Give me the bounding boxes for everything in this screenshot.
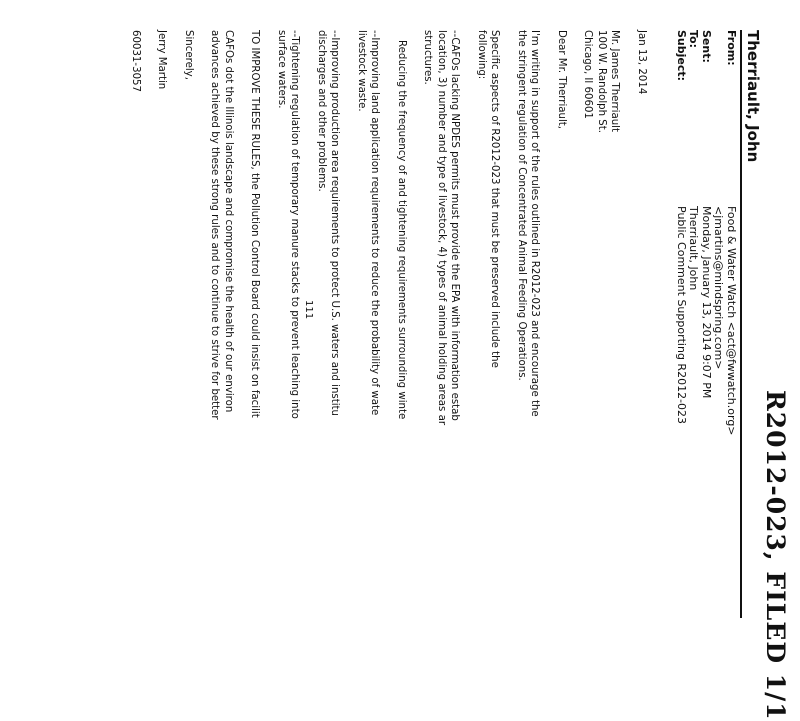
paragraph-3-line-1: TO IMPROVE THESE RULES, the Pollution Control Board could insist on facilit xyxy=(249,30,261,418)
sent-label: Sent: xyxy=(699,30,713,63)
to-value: Therriault, John xyxy=(687,206,701,291)
closing: Sincerely, xyxy=(183,30,194,80)
header-divider xyxy=(740,30,742,618)
from-label: From: xyxy=(725,30,738,66)
page-number: 111 xyxy=(303,300,314,320)
item-1-line-2: location, 3) number and type of livestock, 4) types of animal holding areas ar xyxy=(436,30,447,426)
paragraph-1-line-1: I'm writing in support of the rules outlined in R2012-023 and encourage the xyxy=(529,30,541,417)
paragraph-4-line-1: CAFOs dot the Illinois landscape and compromise the health of our environ xyxy=(223,30,234,413)
email-header xyxy=(674,30,737,436)
paragraph-4-line-2: advances achieved by these strong rules and to continue to strive for better xyxy=(209,30,221,420)
letter-date: Jan 13, 2014 xyxy=(636,30,647,95)
item-5-line-2: surface waters. xyxy=(276,30,287,109)
item-5-line-1: --Tightening regulation of temporary manure stacks to prevent leaching into xyxy=(289,30,301,419)
address-line-3: Chicago, Il 60601 xyxy=(582,30,594,119)
sent-value: Monday, January 13, 2014 9:07 PM xyxy=(699,206,713,399)
paragraph-2-line-2: following: xyxy=(476,30,487,80)
from-value: Food & Water Watch <act@fwwatch.org> xyxy=(725,206,738,436)
address-line-1: Mr. James Therriault xyxy=(609,30,621,133)
item-1-line-3: structures. xyxy=(422,30,434,85)
address-line-2: 100 W. Randolph St. xyxy=(596,30,607,134)
zip-code: 60031-3057 xyxy=(130,30,141,93)
from-value-email: <jmartins@mindspring.com> xyxy=(712,206,726,370)
paragraph-1-line-2: the stringent regulation of Concentrated Animal Feeding Operations. xyxy=(516,30,527,381)
paragraph-2-line-1: Specific aspects of R2012-023 that must be preserved include the xyxy=(489,30,501,368)
subject-label: Subject: xyxy=(674,30,688,82)
letter-body xyxy=(129,30,649,618)
item-3-line-1: --Improving land application requirements to reduce the probability of wate xyxy=(369,30,381,416)
filing-stamp: R2012-023, FILED 1/1 xyxy=(761,390,790,721)
item-4-line-2: discharges and other problems. xyxy=(316,30,327,192)
item-4-line-1: --Improving production area requirements to protect U.S. waters and institu xyxy=(329,30,341,416)
subject-value: Public Comment Supporting R2012-023 xyxy=(674,206,688,425)
salutation: Dear Mr. Therriault, xyxy=(556,30,567,130)
item-2-line-1: Reducing the frequency of and tightening requirements surrounding winte xyxy=(396,40,407,420)
item-1-line-1: --CAFOs lacking NPDES permits must provide the EPA with information estab xyxy=(449,30,461,421)
to-label: To: xyxy=(687,30,701,48)
item-3-line-2: livestock waste. xyxy=(356,30,367,112)
signer-name: Jerry Martin xyxy=(156,30,168,90)
sender-name: Therriault, John xyxy=(744,30,762,163)
